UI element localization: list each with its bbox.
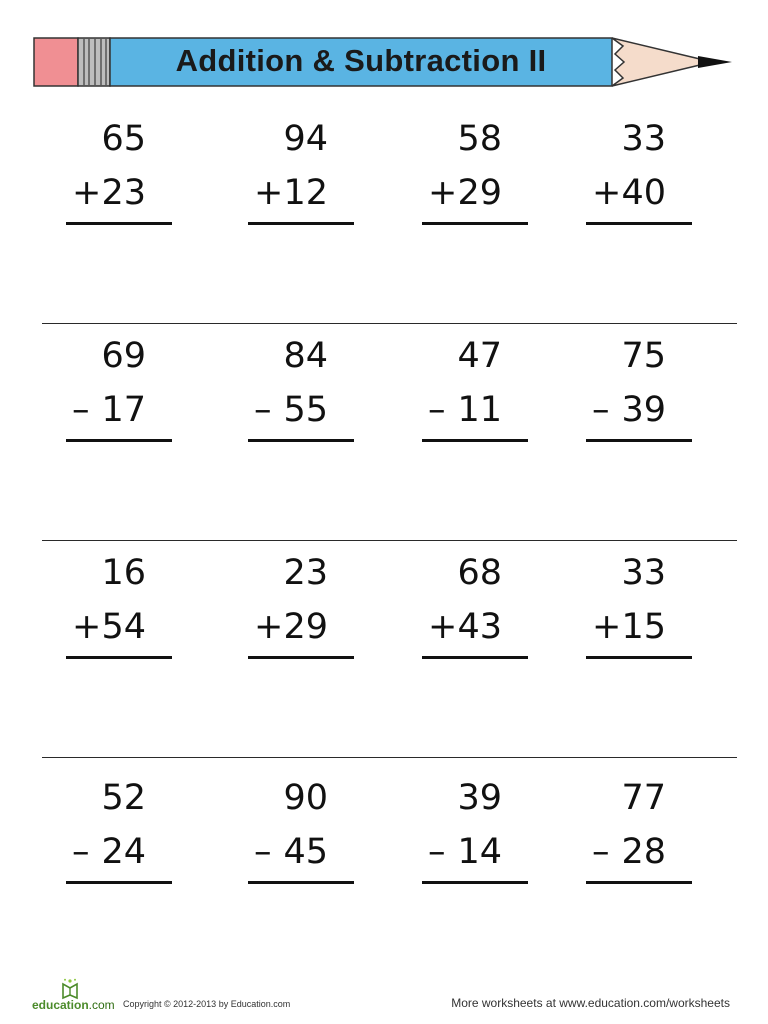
problem-top-number: 52 — [101, 778, 146, 818]
problem-operator: – — [592, 832, 610, 872]
math-problem — [422, 119, 528, 234]
answer-line — [422, 881, 528, 884]
copyright-text: Copyright © 2012-2013 by Education.com — [123, 999, 291, 1009]
answer-line — [66, 656, 172, 659]
math-problem — [248, 553, 354, 668]
problem-operator: + — [254, 173, 284, 213]
problem-bottom-number: 29 — [283, 607, 328, 647]
problem-bottom-number: 12 — [283, 173, 328, 213]
problem-bottom-number: 55 — [283, 390, 328, 430]
problem-top-number: 39 — [457, 778, 502, 818]
math-problem — [422, 553, 528, 668]
problem-operator: – — [254, 390, 272, 430]
problem-bottom-number: 40 — [621, 173, 666, 213]
problem-top-number: 16 — [101, 553, 146, 593]
math-problem — [248, 778, 354, 893]
answer-line — [66, 439, 172, 442]
problem-bottom-number: 17 — [101, 390, 146, 430]
answer-line — [422, 222, 528, 225]
problem-bottom-number: 54 — [101, 607, 146, 647]
math-problem — [586, 778, 692, 893]
row-divider — [42, 540, 737, 541]
problem-top-number: 33 — [621, 119, 666, 159]
math-problem — [586, 553, 692, 668]
worksheet-title: Addition & Subtraction II — [175, 43, 547, 78]
problem-bottom-number: 14 — [457, 832, 502, 872]
answer-line — [248, 656, 354, 659]
logo-text-main: education — [32, 998, 89, 1012]
problem-bottom-number: 28 — [621, 832, 666, 872]
problem-operator: – — [254, 832, 272, 872]
problem-operator: + — [592, 173, 622, 213]
answer-line — [66, 222, 172, 225]
answer-line — [586, 881, 692, 884]
math-problem — [66, 778, 172, 893]
problem-operator: – — [72, 390, 90, 430]
problem-top-number: 69 — [101, 336, 146, 376]
answer-line — [586, 439, 692, 442]
problem-bottom-number: 39 — [621, 390, 666, 430]
answer-line — [586, 222, 692, 225]
math-problem — [66, 119, 172, 234]
problem-operator: + — [428, 607, 458, 647]
problem-top-number: 58 — [457, 119, 502, 159]
answer-line — [248, 222, 354, 225]
problem-operator: – — [428, 832, 446, 872]
row-divider — [42, 323, 737, 324]
answer-line — [66, 881, 172, 884]
problem-operator: + — [72, 607, 102, 647]
problem-top-number: 47 — [457, 336, 502, 376]
problem-top-number: 94 — [283, 119, 328, 159]
problem-top-number: 23 — [283, 553, 328, 593]
answer-line — [422, 439, 528, 442]
answer-line — [422, 656, 528, 659]
problem-bottom-number: 15 — [621, 607, 666, 647]
education-book-icon — [60, 978, 80, 1000]
problem-bottom-number: 11 — [457, 390, 502, 430]
math-problem — [586, 119, 692, 234]
answer-line — [248, 439, 354, 442]
problem-operator: + — [592, 607, 622, 647]
problem-top-number: 33 — [621, 553, 666, 593]
math-problem — [66, 553, 172, 668]
logo-text-suffix: .com — [88, 998, 115, 1012]
problem-operator: – — [428, 390, 446, 430]
problem-bottom-number: 45 — [283, 832, 328, 872]
problem-top-number: 84 — [283, 336, 328, 376]
problem-top-number: 75 — [621, 336, 666, 376]
more-worksheets-link[interactable]: More worksheets at www.education.com/worksheets — [451, 996, 730, 1010]
math-problem — [586, 336, 692, 451]
problem-top-number: 90 — [283, 778, 328, 818]
problem-operator: + — [428, 173, 458, 213]
answer-line — [248, 881, 354, 884]
problem-bottom-number: 43 — [457, 607, 502, 647]
answer-line — [586, 656, 692, 659]
math-problem — [66, 336, 172, 451]
row-divider — [42, 757, 737, 758]
problem-operator: – — [592, 390, 610, 430]
problem-bottom-number: 23 — [101, 173, 146, 213]
problem-top-number: 65 — [101, 119, 146, 159]
problem-top-number: 68 — [457, 553, 502, 593]
problem-operator: – — [72, 832, 90, 872]
math-problem — [248, 336, 354, 451]
problem-operator: + — [72, 173, 102, 213]
math-problem — [422, 336, 528, 451]
problem-bottom-number: 29 — [457, 173, 502, 213]
math-problem — [248, 119, 354, 234]
math-problem — [422, 778, 528, 893]
problem-top-number: 77 — [621, 778, 666, 818]
education-logo[interactable] — [32, 978, 122, 1014]
problem-bottom-number: 24 — [101, 832, 146, 872]
problem-operator: + — [254, 607, 284, 647]
